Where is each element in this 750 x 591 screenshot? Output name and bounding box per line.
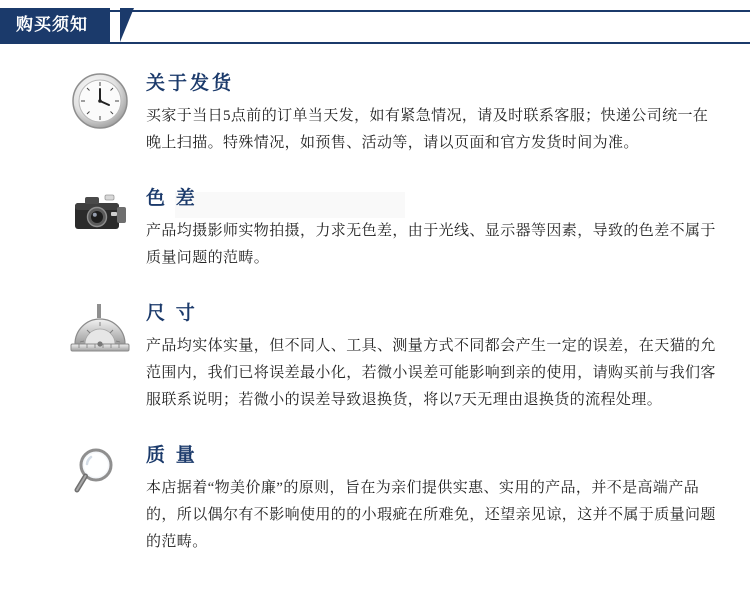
section-body: 本店据着“物美价廉”的原则，旨在为亲们提供实惠、实用的产品，并不是高端产品的，所以偶尔有不影响使用的的小瑕疵在所难免，还望亲见谅，这并不属于质量问题的范畴。	[146, 480, 716, 550]
section-title: 色 差	[146, 188, 198, 209]
page-header	[0, 0, 750, 50]
section-text	[140, 298, 720, 414]
section-body: 产品均实体实量，但不同人、工具、测量方式不同都会产生一定的误差，在天猫的允范围内，我们已将误差最小化，若微小误差可能影响到亲的使用，请购买前与我们客服联系说明；若微小的误差导致退换货，将以7天无理由退换货的流程处理。	[146, 338, 716, 408]
section-size	[0, 298, 750, 414]
section-quality	[0, 440, 750, 556]
section-shipping	[0, 68, 750, 157]
section-icon-wrap	[60, 440, 140, 498]
section-text	[140, 183, 720, 272]
camera-icon	[69, 187, 131, 239]
section-title: 尺 寸	[146, 303, 198, 324]
section-icon-wrap	[60, 183, 140, 239]
section-title: 关于发货	[146, 73, 235, 94]
clock-icon	[71, 72, 129, 130]
header-tab-notch	[120, 8, 134, 42]
section-icon-wrap	[60, 68, 140, 130]
page-title: 购买须知	[0, 8, 110, 42]
magnifier-icon	[72, 444, 128, 498]
section-text	[140, 440, 720, 556]
notice-sections	[0, 50, 750, 556]
protractor-icon	[67, 302, 133, 358]
section-body: 产品均摄影师实物拍摄，力求无色差，由于光线、显示器等因素，导致的色差不属于质量问题的范畴。	[146, 223, 716, 266]
section-title: 质 量	[146, 445, 198, 466]
header-rule	[0, 10, 750, 44]
section-color-difference	[0, 183, 750, 272]
section-icon-wrap	[60, 298, 140, 358]
section-text	[140, 68, 720, 157]
section-body: 买家于当日5点前的订单当天发，如有紧急情况，请及时联系客服；快递公司统一在晚上扫描。特殊情况，如预售、活动等，请以页面和官方发货时间为准。	[146, 108, 709, 151]
